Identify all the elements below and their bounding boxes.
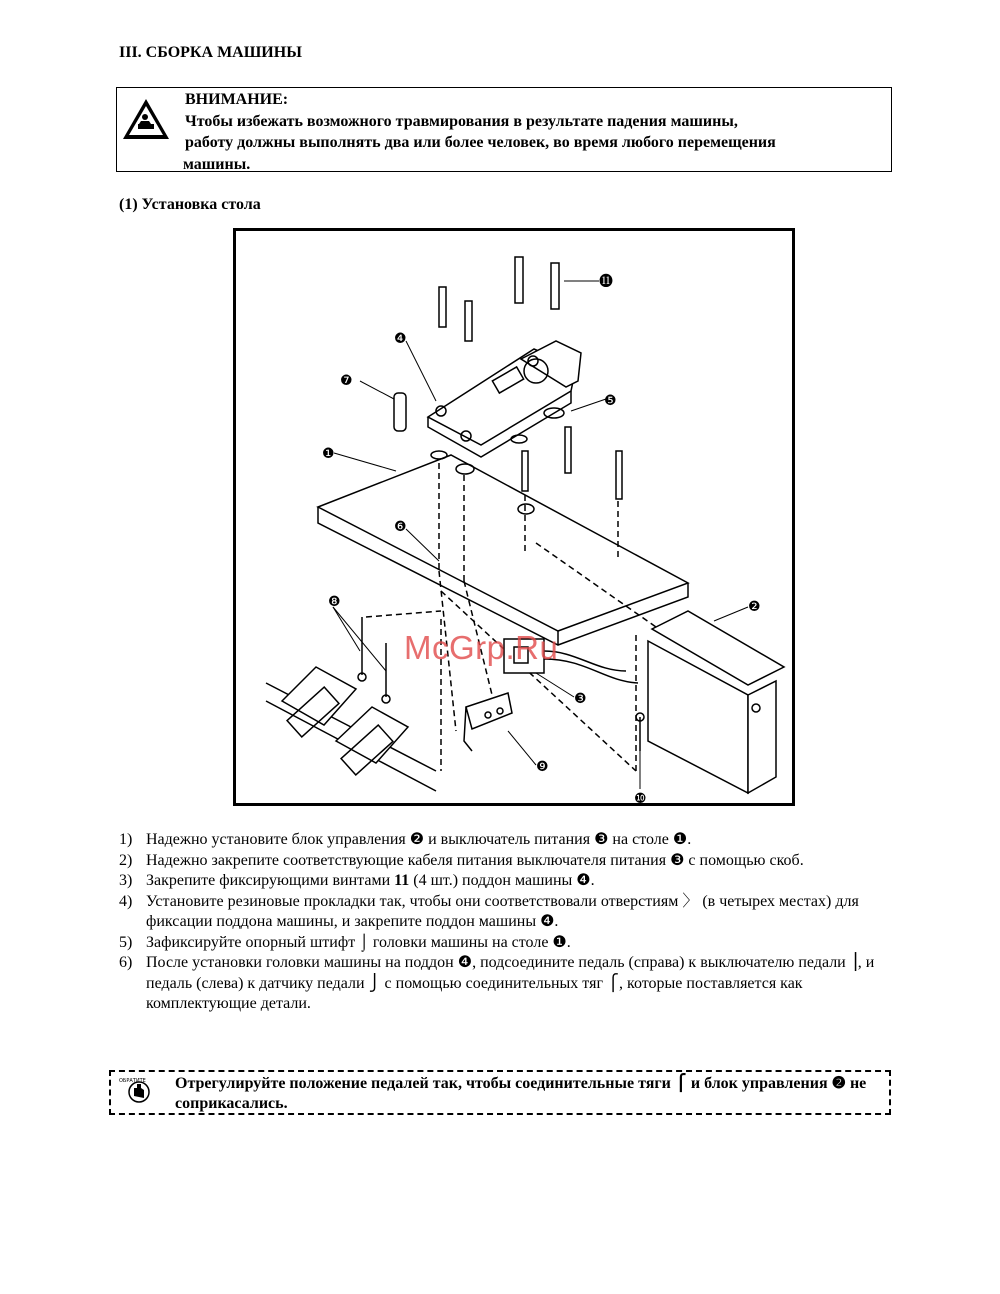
callout-9: ❾ — [536, 759, 549, 775]
pedal-sensor-bracket — [464, 693, 512, 751]
callout-1: ❶ — [322, 446, 335, 462]
mounting-bracket — [636, 713, 644, 751]
callout-7: ❼ — [340, 373, 353, 389]
callout-11: ⓫ — [599, 274, 613, 290]
step-item: 3) Закрепите фиксирующими винтами 11 (4 шт.) поддон машины ❹. — [119, 871, 899, 892]
step-text: Закрепите фиксирующими винтами 11 (4 шт.) поддон машины ❹. — [146, 872, 595, 889]
watermark: McGrp.Ru — [404, 629, 559, 666]
step-item: 4) Установите резиновые прокладки так, чтобы они соответствовали отверстиям 〉 (в четырех местах) для фиксации поддона машины, и закрепите поддон машины ❹. — [119, 892, 899, 933]
callout-4: ❹ — [394, 331, 407, 347]
callout-10: ❿ — [634, 791, 647, 803]
assembly-drawing — [236, 231, 792, 803]
instruction-steps — [119, 830, 899, 1015]
table-top — [318, 455, 688, 645]
callout-3: ❸ — [574, 691, 587, 707]
note-text: Отрегулируйте положение педалей так, чтобы соединительные тяги ⎧ и блок управления ❷ не соприкасались. — [175, 1075, 867, 1112]
step-text: Надежно закрепите соответствующие кабеля питания выключателя питания ❸ с помощью скоб. — [146, 851, 804, 869]
warning-heading: ВНИМАНИЕ: — [185, 91, 289, 108]
step-item: 1) Надежно установите блок управления ❷ и выключатель питания ❸ на столе ❶. — [119, 830, 899, 851]
warning-hazard-icon — [121, 97, 171, 141]
subsection-title: (1) Установка стола — [119, 196, 261, 213]
warning-line-3: машины. — [183, 155, 251, 173]
control-box — [648, 611, 784, 793]
step-text: После установки головки машины на поддон ❹, подсоедините педаль (справа) к выключателю педали ⎥, и педаль (слева) к датчику педали ⎭ с помощью соединительных тяг ⎧, которые поставляется как комплектующие детали. — [146, 954, 875, 1012]
warning-box — [116, 87, 892, 172]
note-box — [109, 1070, 891, 1115]
callout-8: ❽ — [328, 594, 341, 610]
table-assembly-diagram — [233, 228, 795, 806]
head-support-pin — [394, 393, 406, 431]
svg-text:ОБРАТИТЕ: ОБРАТИТЕ — [119, 1078, 146, 1084]
callout-5: ❺ — [604, 393, 617, 409]
connecting-rods — [358, 617, 390, 703]
callout-6: ❻ — [394, 519, 407, 535]
warning-line-1: Чтобы избежать возможного травмирования в результате падения машины, — [185, 112, 738, 130]
step-item: 5) Зафиксируйте опорный штифт ⌡ головки машины на столе ❶. — [119, 933, 899, 954]
machine-pan — [428, 341, 581, 457]
step-text: Надежно установите блок управления ❷ и выключатель питания ❸ на столе ❶. — [146, 831, 692, 848]
note-hand-icon — [118, 1076, 160, 1106]
step-item: 6) После установки головки машины на поддон ❹, подсоедините педаль (справа) к выключателю педали ⎥, и педаль (слева) к датчику педали ⎭ с помощью соединительных тяг ⎧, которые поставляется как комплектующие детали. — [119, 953, 899, 1015]
step-text: Установите резиновые прокладки так, чтобы они соответствовали отверстиям 〉 (в четырех местах) для фиксации поддона машины, и закрепите поддон машины ❹. — [146, 892, 859, 930]
warning-line-2: работу должны выполнять два или более человек, во время любого перемещения — [185, 134, 776, 151]
step-text: Зафиксируйте опорный штифт ⌡ головки машины на столе ❶. — [146, 933, 571, 951]
step-item: 2) Надежно закрепите соответствующие кабеля питания выключателя питания ❸ с помощью скоб. — [119, 851, 899, 872]
pedals — [266, 667, 436, 791]
section-title: III. СБОРКА МАШИНЫ — [119, 44, 302, 61]
callout-2: ❷ — [748, 599, 761, 615]
